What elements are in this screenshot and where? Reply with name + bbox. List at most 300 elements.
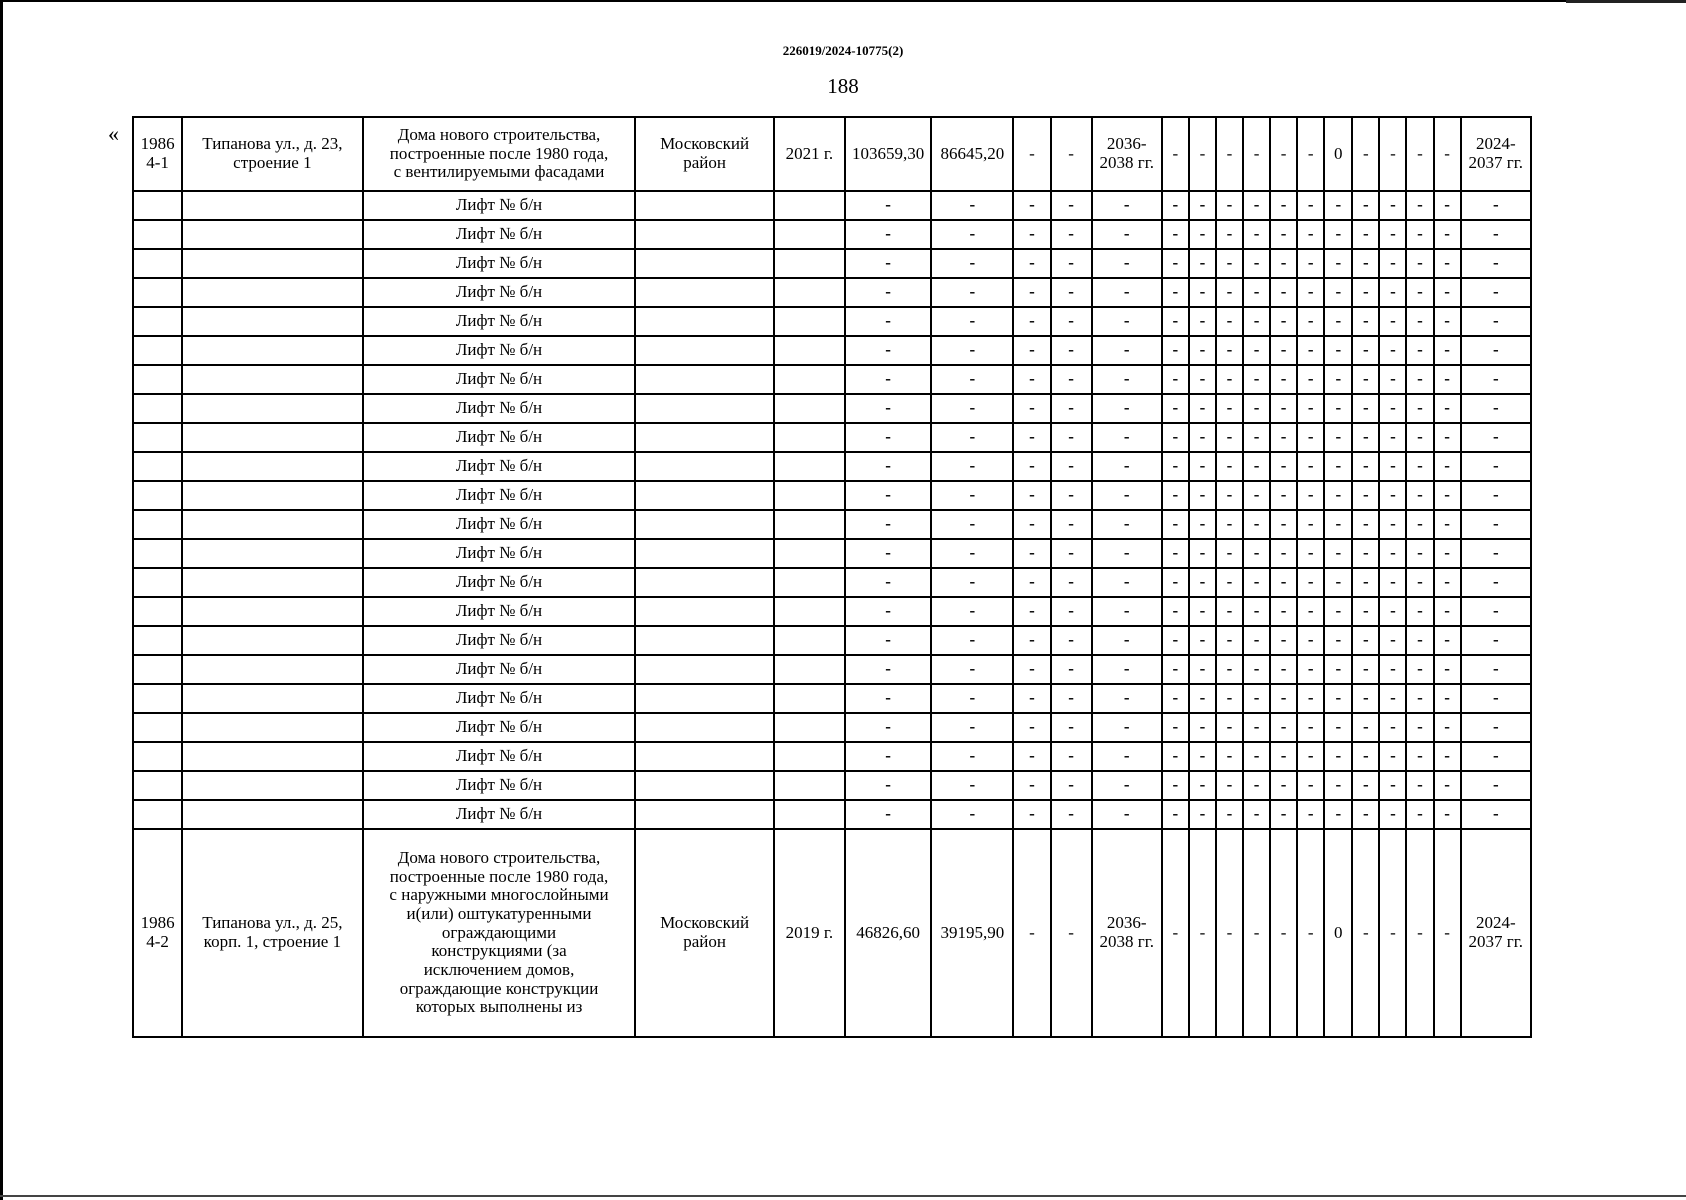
lift-empty-cell bbox=[774, 307, 845, 336]
lift-dash-cell: - bbox=[1092, 481, 1162, 510]
lift-dash-cell: - bbox=[1243, 713, 1270, 742]
lift-empty-cell bbox=[133, 771, 182, 800]
lift-dash-cell: - bbox=[1352, 394, 1379, 423]
lift-dash-cell: - bbox=[1013, 655, 1050, 684]
lift-label: Лифт № б/н bbox=[363, 365, 636, 394]
lift-label: Лифт № б/н bbox=[363, 307, 636, 336]
lift-dash-cell: - bbox=[1406, 307, 1433, 336]
lift-dash-cell: - bbox=[1162, 771, 1189, 800]
lift-dash-cell: - bbox=[1297, 771, 1324, 800]
lift-dash-cell: - bbox=[1189, 365, 1216, 394]
lift-dash-cell: - bbox=[1379, 452, 1406, 481]
lift-dash-cell: - bbox=[1162, 539, 1189, 568]
scan-bottom-edge bbox=[0, 1195, 1686, 1197]
cell-col-18: - bbox=[1352, 829, 1379, 1037]
lift-dash-cell: - bbox=[1352, 713, 1379, 742]
lift-dash-cell: - bbox=[931, 191, 1013, 220]
cell-number: 1986 4-1 bbox=[133, 117, 182, 191]
lift-empty-cell bbox=[635, 655, 773, 684]
lift-dash-cell: - bbox=[1013, 684, 1050, 713]
lift-empty-cell bbox=[774, 394, 845, 423]
cell-address: Типанова ул., д. 23, строение 1 bbox=[182, 117, 363, 191]
lift-dash-cell: - bbox=[1189, 655, 1216, 684]
lift-row bbox=[133, 568, 1531, 597]
lift-dash-cell: - bbox=[1013, 742, 1050, 771]
lift-dash-cell: - bbox=[1092, 365, 1162, 394]
lift-dash-cell: - bbox=[1324, 481, 1352, 510]
lift-dash-cell: - bbox=[1189, 771, 1216, 800]
lift-dash-cell: - bbox=[1406, 713, 1433, 742]
lift-dash-cell: - bbox=[1324, 655, 1352, 684]
lift-dash-cell: - bbox=[1189, 800, 1216, 829]
lift-dash-cell: - bbox=[931, 742, 1013, 771]
lift-dash-cell: - bbox=[845, 307, 931, 336]
lift-dash-cell: - bbox=[1434, 307, 1461, 336]
lift-empty-cell bbox=[774, 626, 845, 655]
scan-top-edge-right bbox=[1566, 0, 1686, 3]
lift-dash-cell: - bbox=[1189, 249, 1216, 278]
cell-col-17: 0 bbox=[1324, 117, 1352, 191]
lift-dash-cell: - bbox=[1379, 713, 1406, 742]
cell-period-2: 2024- 2037 гг. bbox=[1461, 117, 1531, 191]
lift-empty-cell bbox=[133, 568, 182, 597]
lift-dash-cell: - bbox=[1162, 684, 1189, 713]
lift-dash-cell: - bbox=[1379, 742, 1406, 771]
lift-dash-cell: - bbox=[1297, 626, 1324, 655]
lift-empty-cell bbox=[774, 510, 845, 539]
lift-empty-cell bbox=[182, 452, 363, 481]
lift-dash-cell: - bbox=[845, 539, 931, 568]
lift-dash-cell: - bbox=[1216, 655, 1243, 684]
lift-dash-cell: - bbox=[1270, 800, 1297, 829]
lift-dash-cell: - bbox=[1379, 684, 1406, 713]
lift-dash-cell: - bbox=[845, 510, 931, 539]
lift-dash-cell: - bbox=[1352, 307, 1379, 336]
cell-col-13: - bbox=[1216, 829, 1243, 1037]
lift-dash-cell: - bbox=[1324, 336, 1352, 365]
lift-dash-cell: - bbox=[1270, 394, 1297, 423]
lift-empty-cell bbox=[182, 742, 363, 771]
cell-period-1: 2036- 2038 гг. bbox=[1092, 117, 1162, 191]
lift-dash-cell: - bbox=[1092, 423, 1162, 452]
lift-label: Лифт № б/н bbox=[363, 800, 636, 829]
lift-dash-cell: - bbox=[1162, 655, 1189, 684]
lift-dash-cell: - bbox=[1189, 510, 1216, 539]
lift-row bbox=[133, 713, 1531, 742]
lift-dash-cell: - bbox=[1434, 655, 1461, 684]
lift-dash-cell: - bbox=[1189, 220, 1216, 249]
lift-label: Лифт № б/н bbox=[363, 597, 636, 626]
lift-dash-cell: - bbox=[1379, 191, 1406, 220]
cell-col-20: - bbox=[1406, 117, 1433, 191]
lift-dash-cell: - bbox=[1434, 452, 1461, 481]
lift-empty-cell bbox=[635, 481, 773, 510]
lift-dash-cell: - bbox=[1324, 423, 1352, 452]
lift-dash-cell: - bbox=[931, 423, 1013, 452]
lift-empty-cell bbox=[774, 771, 845, 800]
cell-district: Московский район bbox=[635, 829, 773, 1037]
lift-dash-cell: - bbox=[1406, 365, 1433, 394]
lift-dash-cell: - bbox=[1051, 568, 1092, 597]
lift-dash-cell: - bbox=[1379, 597, 1406, 626]
cell-period-1: 2036- 2038 гг. bbox=[1092, 829, 1162, 1037]
lift-dash-cell: - bbox=[1162, 307, 1189, 336]
lift-dash-cell: - bbox=[1162, 800, 1189, 829]
lift-label: Лифт № б/н bbox=[363, 568, 636, 597]
lift-dash-cell: - bbox=[1379, 278, 1406, 307]
lift-dash-cell: - bbox=[1051, 278, 1092, 307]
lift-dash-cell: - bbox=[1352, 568, 1379, 597]
lift-dash-cell: - bbox=[1406, 771, 1433, 800]
lift-dash-cell: - bbox=[1406, 336, 1433, 365]
cell-col-15: - bbox=[1270, 117, 1297, 191]
table-body bbox=[133, 117, 1531, 1037]
lift-dash-cell: - bbox=[1461, 597, 1531, 626]
lift-dash-cell: - bbox=[1270, 713, 1297, 742]
cell-category: Дома нового строительства, построенные после 1980 года, с вентилируемыми фасадами bbox=[363, 117, 636, 191]
lift-dash-cell: - bbox=[1379, 539, 1406, 568]
lift-dash-cell: - bbox=[1352, 742, 1379, 771]
lift-row bbox=[133, 510, 1531, 539]
lift-dash-cell: - bbox=[1013, 597, 1050, 626]
lift-label: Лифт № б/н bbox=[363, 539, 636, 568]
lift-dash-cell: - bbox=[1189, 684, 1216, 713]
lift-dash-cell: - bbox=[1216, 365, 1243, 394]
lift-dash-cell: - bbox=[1243, 481, 1270, 510]
lift-dash-cell: - bbox=[1324, 626, 1352, 655]
lift-dash-cell: - bbox=[1162, 742, 1189, 771]
cell-col-9: - bbox=[1051, 829, 1092, 1037]
lift-empty-cell bbox=[182, 394, 363, 423]
lift-dash-cell: - bbox=[1324, 307, 1352, 336]
lift-dash-cell: - bbox=[1434, 742, 1461, 771]
cell-category: Дома нового строительства, построенные после 1980 года, с наружными многослойными и(или) оштукатуренными ограждающими конструкциями (за исключением домов, ограждающие конструкции которых выполнены из bbox=[363, 829, 636, 1037]
lift-dash-cell: - bbox=[1216, 771, 1243, 800]
lift-empty-cell bbox=[774, 539, 845, 568]
lift-dash-cell: - bbox=[1297, 220, 1324, 249]
lift-empty-cell bbox=[635, 278, 773, 307]
lift-dash-cell: - bbox=[1189, 742, 1216, 771]
lift-dash-cell: - bbox=[1013, 249, 1050, 278]
lift-dash-cell: - bbox=[1270, 742, 1297, 771]
lift-dash-cell: - bbox=[1406, 394, 1433, 423]
lift-dash-cell: - bbox=[1162, 336, 1189, 365]
lift-dash-cell: - bbox=[1297, 800, 1324, 829]
lift-empty-cell bbox=[182, 365, 363, 394]
lift-empty-cell bbox=[182, 336, 363, 365]
lift-dash-cell: - bbox=[1092, 800, 1162, 829]
lift-dash-cell: - bbox=[1092, 713, 1162, 742]
lift-dash-cell: - bbox=[1189, 278, 1216, 307]
lift-dash-cell: - bbox=[1461, 655, 1531, 684]
lift-dash-cell: - bbox=[1297, 568, 1324, 597]
register-table bbox=[132, 116, 1532, 1038]
lift-dash-cell: - bbox=[1434, 394, 1461, 423]
lift-empty-cell bbox=[182, 249, 363, 278]
lift-dash-cell: - bbox=[1461, 249, 1531, 278]
lift-dash-cell: - bbox=[1216, 568, 1243, 597]
lift-empty-cell bbox=[133, 510, 182, 539]
lift-empty-cell bbox=[635, 365, 773, 394]
lift-dash-cell: - bbox=[1216, 336, 1243, 365]
lift-dash-cell: - bbox=[845, 394, 931, 423]
lift-label: Лифт № б/н bbox=[363, 481, 636, 510]
lift-dash-cell: - bbox=[1324, 249, 1352, 278]
lift-dash-cell: - bbox=[1270, 655, 1297, 684]
lift-dash-cell: - bbox=[1092, 249, 1162, 278]
lift-dash-cell: - bbox=[1092, 771, 1162, 800]
lift-dash-cell: - bbox=[1013, 539, 1050, 568]
lift-dash-cell: - bbox=[1324, 394, 1352, 423]
cell-address: Типанова ул., д. 25, корп. 1, строение 1 bbox=[182, 829, 363, 1037]
lift-dash-cell: - bbox=[1434, 568, 1461, 597]
lift-dash-cell: - bbox=[1216, 249, 1243, 278]
lift-dash-cell: - bbox=[1243, 191, 1270, 220]
lift-dash-cell: - bbox=[1243, 800, 1270, 829]
cell-living-area: 86645,20 bbox=[931, 117, 1013, 191]
building-row bbox=[133, 829, 1531, 1037]
lift-dash-cell: - bbox=[1051, 771, 1092, 800]
lift-empty-cell bbox=[133, 655, 182, 684]
lift-dash-cell: - bbox=[931, 249, 1013, 278]
lift-empty-cell bbox=[774, 191, 845, 220]
lift-dash-cell: - bbox=[1243, 684, 1270, 713]
lift-dash-cell: - bbox=[1013, 800, 1050, 829]
lift-dash-cell: - bbox=[1406, 220, 1433, 249]
lift-dash-cell: - bbox=[845, 336, 931, 365]
lift-label: Лифт № б/н bbox=[363, 423, 636, 452]
lift-row bbox=[133, 307, 1531, 336]
lift-dash-cell: - bbox=[1434, 771, 1461, 800]
lift-dash-cell: - bbox=[1324, 365, 1352, 394]
lift-empty-cell bbox=[774, 568, 845, 597]
lift-dash-cell: - bbox=[1162, 713, 1189, 742]
lift-label: Лифт № б/н bbox=[363, 771, 636, 800]
lift-dash-cell: - bbox=[1216, 800, 1243, 829]
lift-dash-cell: - bbox=[1013, 626, 1050, 655]
lift-dash-cell: - bbox=[1162, 365, 1189, 394]
lift-dash-cell: - bbox=[1461, 626, 1531, 655]
lift-dash-cell: - bbox=[1243, 220, 1270, 249]
cell-col-14: - bbox=[1243, 829, 1270, 1037]
lift-dash-cell: - bbox=[1406, 278, 1433, 307]
lift-dash-cell: - bbox=[1243, 597, 1270, 626]
lift-dash-cell: - bbox=[1162, 191, 1189, 220]
lift-dash-cell: - bbox=[1352, 655, 1379, 684]
lift-dash-cell: - bbox=[1352, 771, 1379, 800]
lift-dash-cell: - bbox=[1434, 481, 1461, 510]
lift-dash-cell: - bbox=[1092, 626, 1162, 655]
lift-dash-cell: - bbox=[1297, 539, 1324, 568]
lift-dash-cell: - bbox=[1461, 220, 1531, 249]
lift-empty-cell bbox=[133, 626, 182, 655]
lift-dash-cell: - bbox=[1379, 423, 1406, 452]
lift-dash-cell: - bbox=[1216, 626, 1243, 655]
lift-dash-cell: - bbox=[931, 452, 1013, 481]
lift-dash-cell: - bbox=[1434, 220, 1461, 249]
lift-empty-cell bbox=[133, 800, 182, 829]
lift-dash-cell: - bbox=[1189, 394, 1216, 423]
lift-dash-cell: - bbox=[1461, 713, 1531, 742]
lift-dash-cell: - bbox=[1434, 539, 1461, 568]
cell-period-2: 2024- 2037 гг. bbox=[1461, 829, 1531, 1037]
lift-dash-cell: - bbox=[1270, 771, 1297, 800]
lift-label: Лифт № б/н bbox=[363, 510, 636, 539]
lift-dash-cell: - bbox=[1270, 278, 1297, 307]
lift-row bbox=[133, 597, 1531, 626]
lift-label: Лифт № б/н bbox=[363, 278, 636, 307]
lift-dash-cell: - bbox=[1461, 539, 1531, 568]
lift-dash-cell: - bbox=[1013, 191, 1050, 220]
lift-dash-cell: - bbox=[1297, 336, 1324, 365]
cell-living-area: 39195,90 bbox=[931, 829, 1013, 1037]
lift-empty-cell bbox=[635, 597, 773, 626]
lift-empty-cell bbox=[182, 220, 363, 249]
lift-dash-cell: - bbox=[1379, 220, 1406, 249]
lift-dash-cell: - bbox=[1243, 336, 1270, 365]
lift-dash-cell: - bbox=[1162, 278, 1189, 307]
lift-dash-cell: - bbox=[1297, 278, 1324, 307]
lift-dash-cell: - bbox=[1216, 597, 1243, 626]
lift-label: Лифт № б/н bbox=[363, 742, 636, 771]
lift-dash-cell: - bbox=[1162, 626, 1189, 655]
lift-dash-cell: - bbox=[931, 510, 1013, 539]
lift-dash-cell: - bbox=[1013, 452, 1050, 481]
lift-dash-cell: - bbox=[1352, 452, 1379, 481]
lift-dash-cell: - bbox=[1162, 220, 1189, 249]
lift-empty-cell bbox=[182, 278, 363, 307]
lift-dash-cell: - bbox=[1013, 394, 1050, 423]
lift-row bbox=[133, 278, 1531, 307]
lift-dash-cell: - bbox=[1352, 191, 1379, 220]
lift-dash-cell: - bbox=[845, 452, 931, 481]
lift-dash-cell: - bbox=[1270, 191, 1297, 220]
lift-dash-cell: - bbox=[931, 568, 1013, 597]
cell-total-area: 103659,30 bbox=[845, 117, 931, 191]
lift-dash-cell: - bbox=[1189, 423, 1216, 452]
lift-label: Лифт № б/н bbox=[363, 220, 636, 249]
lift-dash-cell: - bbox=[1379, 307, 1406, 336]
lift-dash-cell: - bbox=[1013, 336, 1050, 365]
lift-dash-cell: - bbox=[1297, 713, 1324, 742]
lift-dash-cell: - bbox=[1434, 713, 1461, 742]
lift-dash-cell: - bbox=[1270, 510, 1297, 539]
lift-dash-cell: - bbox=[1379, 510, 1406, 539]
lift-dash-cell: - bbox=[1379, 568, 1406, 597]
lift-empty-cell bbox=[133, 742, 182, 771]
lift-dash-cell: - bbox=[845, 481, 931, 510]
lift-empty-cell bbox=[133, 684, 182, 713]
lift-dash-cell: - bbox=[1461, 800, 1531, 829]
cell-col-15: - bbox=[1270, 829, 1297, 1037]
lift-empty-cell bbox=[635, 684, 773, 713]
lift-dash-cell: - bbox=[1270, 597, 1297, 626]
lift-dash-cell: - bbox=[1013, 713, 1050, 742]
lift-dash-cell: - bbox=[845, 278, 931, 307]
lift-dash-cell: - bbox=[1461, 771, 1531, 800]
lift-dash-cell: - bbox=[1406, 655, 1433, 684]
lift-dash-cell: - bbox=[1324, 684, 1352, 713]
lift-dash-cell: - bbox=[845, 568, 931, 597]
lift-dash-cell: - bbox=[845, 249, 931, 278]
cell-col-16: - bbox=[1297, 117, 1324, 191]
lift-dash-cell: - bbox=[1324, 278, 1352, 307]
lift-row bbox=[133, 249, 1531, 278]
lift-row bbox=[133, 684, 1531, 713]
lift-empty-cell bbox=[182, 191, 363, 220]
lift-dash-cell: - bbox=[1243, 510, 1270, 539]
lift-dash-cell: - bbox=[1243, 771, 1270, 800]
lift-dash-cell: - bbox=[1434, 597, 1461, 626]
lift-row bbox=[133, 481, 1531, 510]
lift-row bbox=[133, 800, 1531, 829]
lift-dash-cell: - bbox=[1297, 452, 1324, 481]
lift-dash-cell: - bbox=[1092, 597, 1162, 626]
lift-dash-cell: - bbox=[1434, 684, 1461, 713]
lift-dash-cell: - bbox=[1013, 481, 1050, 510]
lift-empty-cell bbox=[182, 307, 363, 336]
lift-dash-cell: - bbox=[1013, 510, 1050, 539]
lift-dash-cell: - bbox=[1216, 510, 1243, 539]
lift-dash-cell: - bbox=[1352, 626, 1379, 655]
lift-dash-cell: - bbox=[1092, 307, 1162, 336]
lift-dash-cell: - bbox=[1297, 684, 1324, 713]
lift-dash-cell: - bbox=[1406, 800, 1433, 829]
lift-dash-cell: - bbox=[931, 713, 1013, 742]
lift-dash-cell: - bbox=[931, 539, 1013, 568]
lift-dash-cell: - bbox=[1297, 307, 1324, 336]
lift-dash-cell: - bbox=[1297, 510, 1324, 539]
lift-dash-cell: - bbox=[1434, 278, 1461, 307]
lift-dash-cell: - bbox=[1216, 220, 1243, 249]
lift-dash-cell: - bbox=[1461, 742, 1531, 771]
lift-dash-cell: - bbox=[931, 771, 1013, 800]
lift-dash-cell: - bbox=[1297, 191, 1324, 220]
cell-col-16: - bbox=[1297, 829, 1324, 1037]
lift-dash-cell: - bbox=[1270, 568, 1297, 597]
lift-dash-cell: - bbox=[1013, 568, 1050, 597]
lift-empty-cell bbox=[635, 771, 773, 800]
lift-dash-cell: - bbox=[1243, 452, 1270, 481]
lift-dash-cell: - bbox=[1162, 568, 1189, 597]
lift-dash-cell: - bbox=[1352, 539, 1379, 568]
lift-dash-cell: - bbox=[1270, 336, 1297, 365]
lift-dash-cell: - bbox=[1352, 481, 1379, 510]
lift-dash-cell: - bbox=[1352, 249, 1379, 278]
lift-dash-cell: - bbox=[1324, 220, 1352, 249]
lift-dash-cell: - bbox=[1092, 655, 1162, 684]
lift-empty-cell bbox=[774, 220, 845, 249]
lift-label: Лифт № б/н bbox=[363, 655, 636, 684]
lift-empty-cell bbox=[133, 481, 182, 510]
lift-dash-cell: - bbox=[845, 597, 931, 626]
lift-dash-cell: - bbox=[1216, 278, 1243, 307]
cell-col-11: - bbox=[1162, 117, 1189, 191]
lift-empty-cell bbox=[635, 626, 773, 655]
lift-empty-cell bbox=[182, 568, 363, 597]
lift-empty-cell bbox=[133, 365, 182, 394]
lift-dash-cell: - bbox=[1324, 713, 1352, 742]
document-reference: 226019/2024-10775(2) bbox=[782, 43, 904, 58]
lift-dash-cell: - bbox=[1270, 307, 1297, 336]
lift-label: Лифт № б/н bbox=[363, 191, 636, 220]
lift-label: Лифт № б/н bbox=[363, 684, 636, 713]
lift-dash-cell: - bbox=[1051, 626, 1092, 655]
lift-empty-cell bbox=[133, 249, 182, 278]
cell-district: Московский район bbox=[635, 117, 773, 191]
lift-dash-cell: - bbox=[1270, 481, 1297, 510]
lift-dash-cell: - bbox=[1297, 481, 1324, 510]
